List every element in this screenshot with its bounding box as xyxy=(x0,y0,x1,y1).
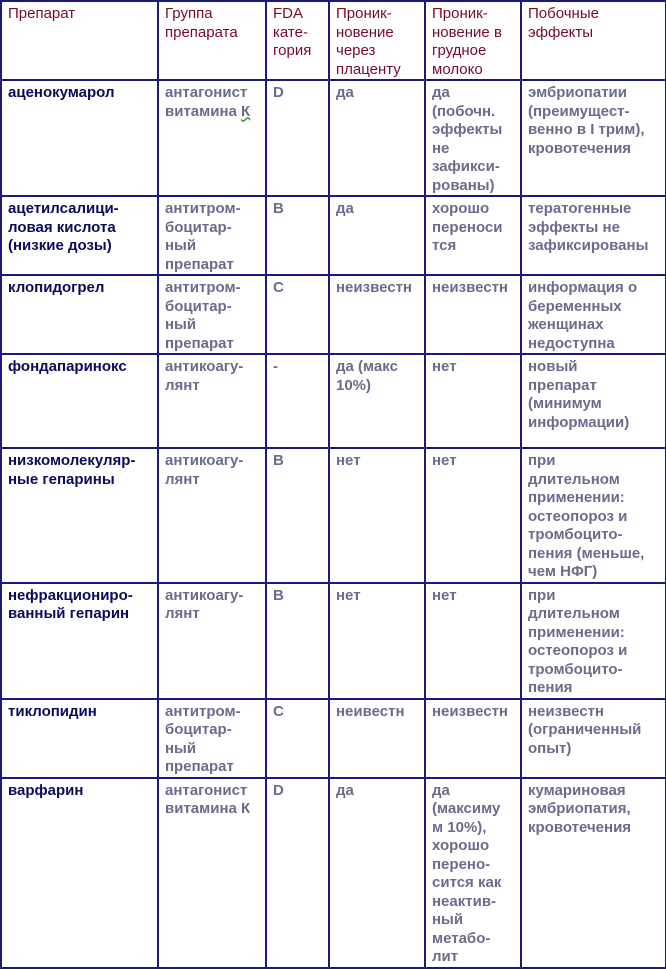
header-drug: Препарат xyxy=(1,1,158,80)
milk-penetration: да (побочн. эффекты не зафикси- рованы) xyxy=(425,80,521,196)
table-row xyxy=(1,275,666,354)
drug-group: антикоагу- лянт xyxy=(158,448,266,583)
side-effects: кумариновая эмбриопатия, кровотечения xyxy=(521,778,666,968)
milk-penetration: неизвестн xyxy=(425,699,521,778)
drug-name: низкомолекуляр- ные гепарины xyxy=(1,448,158,583)
fda-category: B xyxy=(266,196,329,275)
fda-category: D xyxy=(266,80,329,196)
drug-group: антитром- боцитар- ный препарат xyxy=(158,196,266,275)
milk-penetration: нет xyxy=(425,354,521,448)
drug-name: клопидогрел xyxy=(1,275,158,354)
placenta-penetration: да xyxy=(329,196,425,275)
side-effects: эмбриопатии (преимущест- венно в I трим), кровотечения xyxy=(521,80,666,196)
drug-name: фондапаринокс xyxy=(1,354,158,448)
fda-category: B xyxy=(266,583,329,699)
header-group: Группа препарата xyxy=(158,1,266,80)
drug-group xyxy=(158,80,266,196)
table-row xyxy=(1,699,666,778)
milk-penetration: неизвестн xyxy=(425,275,521,354)
milk-penetration: нет xyxy=(425,448,521,583)
table-row xyxy=(1,778,666,968)
side-effects: новый препарат (минимум информации) xyxy=(521,354,666,448)
milk-penetration: да (максиму м 10%), хорошо перено- сится как неактив- ный метабо- лит xyxy=(425,778,521,968)
table-row xyxy=(1,196,666,275)
drug-name: ацетилсалици- ловая кислота (низкие дозы) xyxy=(1,196,158,275)
spellcheck-mark: К xyxy=(241,102,251,120)
table-row xyxy=(1,583,666,699)
fda-category: - xyxy=(266,354,329,448)
drug-name: нефракциониро- ванный гепарин xyxy=(1,583,158,699)
header-milk: Проник- новение в грудное молоко xyxy=(425,1,521,80)
milk-penetration: нет xyxy=(425,583,521,699)
milk-penetration: хорошо переноси тся xyxy=(425,196,521,275)
side-effects: информация о беременных женщинах недоступна xyxy=(521,275,666,354)
fda-category: B xyxy=(266,448,329,583)
header-row xyxy=(1,1,666,80)
drug-name: тиклопидин xyxy=(1,699,158,778)
side-effects: тератогенные эффекты не зафиксированы xyxy=(521,196,666,275)
drug-group: антикоагу- лянт xyxy=(158,354,266,448)
drug-name: варфарин xyxy=(1,778,158,968)
header-side-effects: Побочные эффекты xyxy=(521,1,666,80)
drug-name: аценокумарол xyxy=(1,80,158,196)
placenta-penetration: нет xyxy=(329,448,425,583)
drug-group-text: антагонист витамина xyxy=(165,84,248,120)
table-row xyxy=(1,448,666,583)
fda-category: C xyxy=(266,699,329,778)
drug-group: антитром- боцитар- ный препарат xyxy=(158,699,266,778)
side-effects: при длительном применении: остеопороз и тромбоцито- пения (меньше, чем НФГ) xyxy=(521,448,666,583)
fda-category: D xyxy=(266,778,329,968)
placenta-penetration: да xyxy=(329,80,425,196)
side-effects: при длительном применении: остеопороз и тромбоцито- пения xyxy=(521,583,666,699)
header-fda: FDA кате- гория xyxy=(266,1,329,80)
placenta-penetration: да (макс 10%) xyxy=(329,354,425,448)
drug-group: антикоагу- лянт xyxy=(158,583,266,699)
drug-group: антитром- боцитар- ный препарат xyxy=(158,275,266,354)
header-placenta: Проник- новение через плаценту xyxy=(329,1,425,80)
table-row xyxy=(1,354,666,448)
placenta-penetration: нет xyxy=(329,583,425,699)
fda-category: С xyxy=(266,275,329,354)
placenta-penetration: неивестн xyxy=(329,699,425,778)
placenta-penetration: да xyxy=(329,778,425,968)
placenta-penetration: неизвестн xyxy=(329,275,425,354)
table-row xyxy=(1,80,666,196)
side-effects: неизвестн (ограниченный опыт) xyxy=(521,699,666,778)
drug-group: антагонист витамина К xyxy=(158,778,266,968)
